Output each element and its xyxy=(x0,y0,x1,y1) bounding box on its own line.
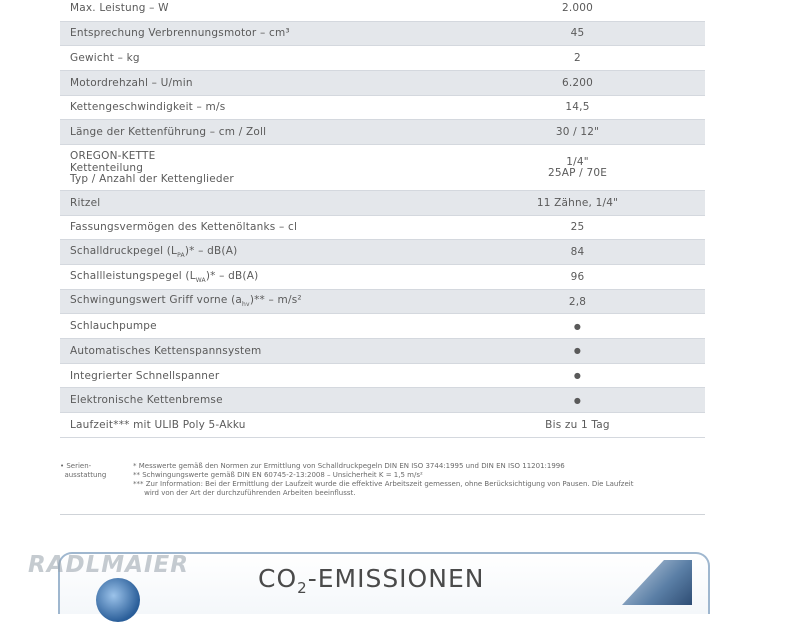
spec-row xyxy=(60,240,705,265)
spec-label: Entsprechung Verbrennungsmotor – cm³ xyxy=(60,21,450,46)
spec-value: ● xyxy=(450,314,705,339)
spec-label: Schwingungswert Griff vorne $(a_{hv})** - m/s^2$ xyxy=(60,289,450,314)
spec-value: 45 xyxy=(450,21,705,46)
divider xyxy=(60,514,705,515)
spec-value: 25 xyxy=(450,215,705,240)
spec-row xyxy=(60,265,705,290)
spec-label: Motordrehzahl – U/min xyxy=(60,70,450,95)
spec-label: Ritzel xyxy=(60,190,450,215)
spec-label: Laufzeit*** mit ULIB Poly 5-Akku xyxy=(60,413,450,438)
spec-label: Fassungsvermögen des Kettenöltanks – cl xyxy=(60,215,450,240)
spec-label: Schallleistungspegel $(L_{WA})* - dB(A)$ xyxy=(60,265,450,290)
spec-value: ● xyxy=(450,339,705,364)
spec-row xyxy=(60,95,705,120)
co2-title: $CO_2$-EMISSIONEN xyxy=(258,564,485,597)
spec-label: Schalldruckpegel $(L_{PA})* - dB(A)$ xyxy=(60,240,450,265)
spec-value: 1/4" 25AP / 70E xyxy=(450,144,705,190)
spec-row xyxy=(60,363,705,388)
footnote-line: wird von der Art der durchzuführenden Arbeiten beeinflusst. xyxy=(133,489,356,497)
spec-row xyxy=(60,289,705,314)
spec-value: Bis zu 1 Tag xyxy=(450,413,705,438)
globe-icon xyxy=(96,578,140,622)
spec-row xyxy=(60,21,705,46)
spec-value: 2,8 xyxy=(450,289,705,314)
footnote-line: *** Zur Information: Bei der Ermittlung der Laufzeit wurde die effektive Arbeitszeit gemessen, ohne Berücksichtigung von Pausen. Die Laufzeit xyxy=(133,480,634,488)
spec-label: Max. Leistung – W xyxy=(60,0,450,21)
spec-row xyxy=(60,120,705,145)
spec-value: 11 Zähne, 1/4" xyxy=(450,190,705,215)
spec-label: Länge der Kettenführung – cm / Zoll xyxy=(60,120,450,145)
footnote-lines xyxy=(133,462,705,498)
spec-row xyxy=(60,46,705,71)
spec-label: Kettengeschwindigkeit – m/s xyxy=(60,95,450,120)
watermark-logo: RADLMAIER xyxy=(28,552,189,578)
footnote-line: ** Schwingungswerte gemäß DIN EN 60745-2-13:2008 – Unsicherheit K = 1,5 m/s² xyxy=(133,471,423,479)
spec-value: ● xyxy=(450,388,705,413)
spec-label: Automatisches Kettenspannsystem xyxy=(60,339,450,364)
spec-label: OREGON-KETTE Kettenteilung Typ / Anzahl der Kettenglieder xyxy=(60,144,450,190)
spec-table xyxy=(60,0,705,438)
spec-row xyxy=(60,190,705,215)
spec-value: 2.000 xyxy=(450,0,705,21)
spec-value: 96 xyxy=(450,265,705,290)
spec-label: Integrierter Schnellspanner xyxy=(60,363,450,388)
footnote-legend: • Serien- ausstattung xyxy=(60,462,107,479)
spec-row xyxy=(60,314,705,339)
spec-label: Gewicht – kg xyxy=(60,46,450,71)
spec-label: Schlauchpumpe xyxy=(60,314,450,339)
spec-value: 6.200 xyxy=(450,70,705,95)
spec-row xyxy=(60,339,705,364)
spec-label: Elektronische Kettenbremse xyxy=(60,388,450,413)
spec-row xyxy=(60,0,705,21)
spec-row xyxy=(60,144,705,190)
spec-value: ● xyxy=(450,363,705,388)
spec-value: 30 / 12" xyxy=(450,120,705,145)
spec-row xyxy=(60,413,705,438)
spec-row xyxy=(60,70,705,95)
footnote-line: * Messwerte gemäß den Normen zur Ermittlung von Schalldruckpegeln DIN EN ISO 3744:1995 und DIN EN ISO 11201:1996 xyxy=(133,462,565,470)
spec-value: 2 xyxy=(450,46,705,71)
spec-row xyxy=(60,388,705,413)
spec-value: 14,5 xyxy=(450,95,705,120)
spec-value: 84 xyxy=(450,240,705,265)
spec-row xyxy=(60,215,705,240)
